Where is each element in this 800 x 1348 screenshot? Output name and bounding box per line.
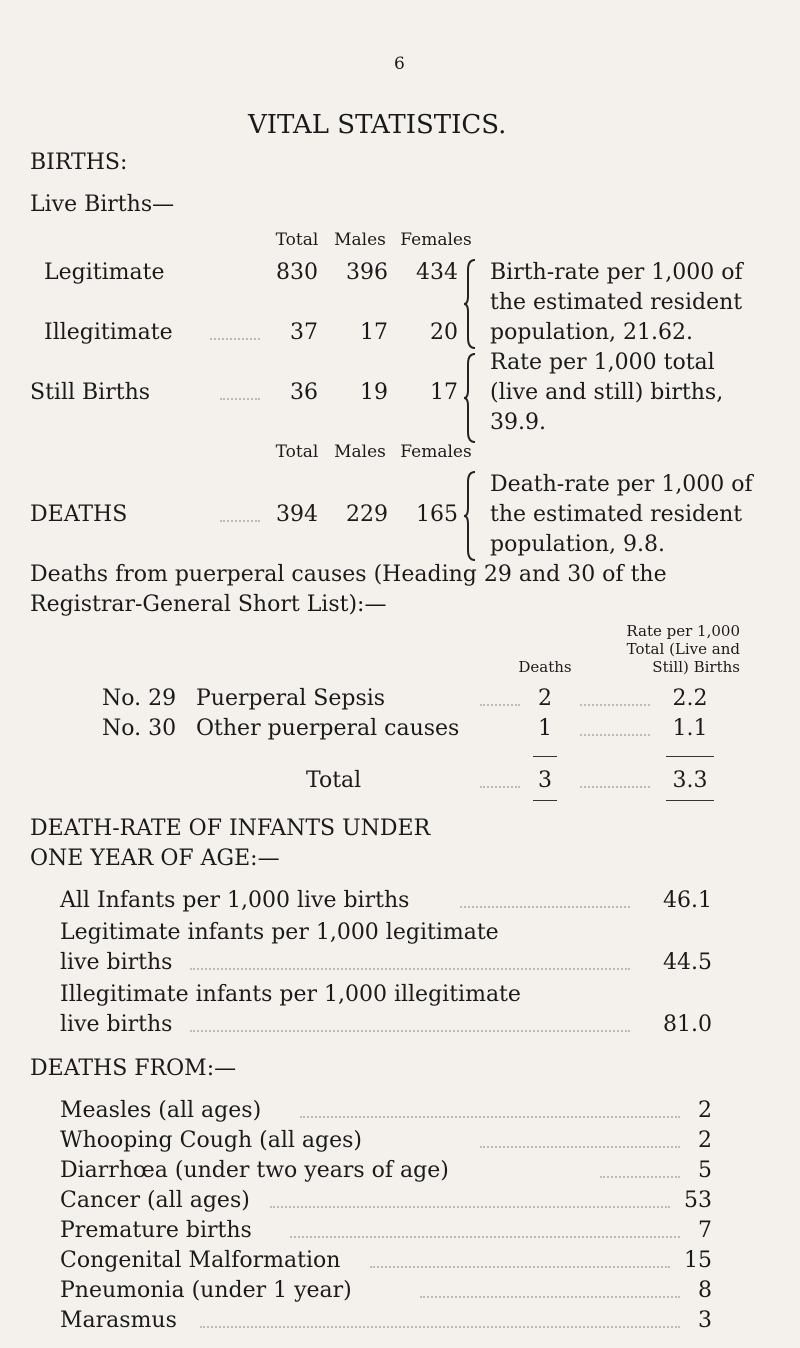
- puerperal-row-2-rate: 1.1: [672, 716, 708, 741]
- total-rule: [533, 756, 557, 757]
- puerperal-total-label: Total: [306, 768, 362, 793]
- row-still-births-label: Still Births: [30, 380, 151, 405]
- deaths-from-row-8-count: 3: [698, 1308, 712, 1333]
- puerperal-total-rate: 3.3: [672, 768, 708, 793]
- deaths-from-row-2-count: 2: [698, 1128, 712, 1153]
- deaths-col-total-header: Total: [275, 442, 319, 462]
- brace-death-rate: [463, 470, 477, 562]
- deaths-col-males-header: Males: [334, 442, 386, 462]
- deaths-from-row-6-count: 15: [684, 1248, 712, 1273]
- brace-still-rate: [463, 352, 477, 444]
- puerperal-row-2-cause: Other puerperal causes: [196, 716, 460, 741]
- col-females-header: Females: [400, 230, 472, 250]
- row-still-females: 17: [430, 380, 458, 405]
- deaths-from-row-1-cause: Measles (all ages): [60, 1098, 262, 1123]
- puerperal-row-2-no: No. 30: [102, 716, 177, 741]
- deaths-col-header: Deaths: [518, 658, 572, 676]
- page-number: 6: [394, 54, 405, 74]
- infants-row-3-label-1: Illegitimate infants per 1,000 illegitimate: [60, 982, 521, 1007]
- row-illegitimate-total: 37: [290, 320, 318, 345]
- row-legitimate-males: 396: [346, 260, 388, 285]
- death-rate-note-1: Death-rate per 1,000 of: [490, 472, 753, 497]
- dot-leader: [270, 1206, 670, 1208]
- still-rate-note-2: (live and still) births,: [490, 380, 724, 405]
- dot-leader: [580, 704, 650, 706]
- row-still-males: 19: [360, 380, 388, 405]
- dot-leader: [580, 734, 650, 736]
- births-heading: BIRTHS:: [30, 150, 128, 175]
- death-rate-note-2: the estimated resident: [490, 502, 743, 527]
- live-births-label: Live Births—: [30, 192, 175, 217]
- deaths-from-row-4-count: 53: [684, 1188, 712, 1213]
- puerperal-total-deaths: 3: [538, 768, 552, 793]
- col-males-header: Males: [334, 230, 386, 250]
- dot-leader: [420, 1296, 680, 1298]
- row-still-total: 36: [290, 380, 318, 405]
- rate-col-header-2: Total (Live and: [626, 640, 740, 658]
- deaths-from-row-8-cause: Marasmus: [60, 1308, 177, 1333]
- deaths-heading: DEATHS: [30, 502, 128, 527]
- infants-row-3-value: 81.0: [663, 1012, 712, 1037]
- deaths-from-row-5-cause: Premature births: [60, 1218, 252, 1243]
- dot-leader: [370, 1266, 670, 1268]
- deaths-from-row-1-count: 2: [698, 1098, 712, 1123]
- dot-leader: [480, 786, 520, 788]
- row-legitimate-label: Legitimate: [44, 260, 165, 285]
- rate-col-header-1: Rate per 1,000: [626, 622, 740, 640]
- row-illegitimate-females: 20: [430, 320, 458, 345]
- total-rule: [666, 800, 714, 801]
- infants-row-3-label-2: live births: [60, 1012, 173, 1037]
- dot-leader: [460, 906, 630, 908]
- total-rule: [666, 756, 714, 757]
- deaths-total: 394: [276, 502, 318, 527]
- infants-row-2-label-1: Legitimate infants per 1,000 legitimate: [60, 920, 499, 945]
- infants-row-1-label: All Infants per 1,000 live births: [60, 888, 410, 913]
- dot-leader: [300, 1116, 680, 1118]
- row-legitimate-females: 434: [416, 260, 458, 285]
- dot-leader: [190, 968, 630, 970]
- still-rate-note-1: Rate per 1,000 total: [490, 350, 715, 375]
- deaths-from-row-7-count: 8: [698, 1278, 712, 1303]
- birth-rate-note-1: Birth-rate per 1,000 of: [490, 260, 743, 285]
- deaths-from-row-7-cause: Pneumonia (under 1 year): [60, 1278, 352, 1303]
- birth-rate-note-2: the estimated resident: [490, 290, 743, 315]
- deaths-from-row-2-cause: Whooping Cough (all ages): [60, 1128, 362, 1153]
- dot-leader: [220, 520, 260, 522]
- brace-birth-rate: [463, 258, 477, 350]
- infants-heading-1: DEATH-RATE OF INFANTS UNDER: [30, 816, 431, 841]
- deaths-from-row-6-cause: Congenital Malformation: [60, 1248, 341, 1273]
- puerperal-intro-2: Registrar-General Short List):—: [30, 592, 387, 617]
- infants-heading-2: ONE YEAR OF AGE:—: [30, 846, 280, 871]
- deaths-females: 165: [416, 502, 458, 527]
- deaths-from-row-5-count: 7: [698, 1218, 712, 1243]
- dot-leader: [480, 704, 520, 706]
- dot-leader: [480, 1146, 680, 1148]
- puerperal-row-1-deaths: 2: [538, 686, 552, 711]
- puerperal-row-1-rate: 2.2: [672, 686, 708, 711]
- dot-leader: [580, 786, 650, 788]
- deaths-from-row-4-cause: Cancer (all ages): [60, 1188, 250, 1213]
- infants-row-2-label-2: live births: [60, 950, 173, 975]
- death-rate-note-3: population, 9.8.: [490, 532, 665, 557]
- deaths-from-row-3-count: 5: [698, 1158, 712, 1183]
- birth-rate-note-3: population, 21.62.: [490, 320, 693, 345]
- dot-leader: [290, 1236, 680, 1238]
- deaths-from-heading: DEATHS FROM:—: [30, 1056, 237, 1081]
- deaths-col-females-header: Females: [400, 442, 472, 462]
- dot-leader: [190, 1030, 630, 1032]
- col-total-header: Total: [275, 230, 319, 250]
- dot-leader: [200, 1326, 680, 1328]
- deaths-males: 229: [346, 502, 388, 527]
- dot-leader: [210, 338, 260, 340]
- puerperal-row-1-cause: Puerperal Sepsis: [196, 686, 386, 711]
- puerperal-row-2-deaths: 1: [538, 716, 552, 741]
- deaths-from-row-3-cause: Diarrhœa (under two years of age): [60, 1158, 449, 1183]
- row-legitimate-total: 830: [276, 260, 318, 285]
- still-rate-note-3: 39.9.: [490, 410, 546, 435]
- rate-col-header-3: Still) Births: [652, 658, 740, 676]
- total-rule: [533, 800, 557, 801]
- row-illegitimate-label: Illegitimate: [44, 320, 173, 345]
- dot-leader: [600, 1176, 680, 1178]
- dot-leader: [220, 398, 260, 400]
- infants-row-2-value: 44.5: [663, 950, 712, 975]
- puerperal-intro-1: Deaths from puerperal causes (Heading 29 and 30 of the: [30, 562, 667, 587]
- page-title: VITAL STATISTICS.: [248, 110, 507, 140]
- row-illegitimate-males: 17: [360, 320, 388, 345]
- infants-row-1-value: 46.1: [663, 888, 712, 913]
- puerperal-row-1-no: No. 29: [102, 686, 177, 711]
